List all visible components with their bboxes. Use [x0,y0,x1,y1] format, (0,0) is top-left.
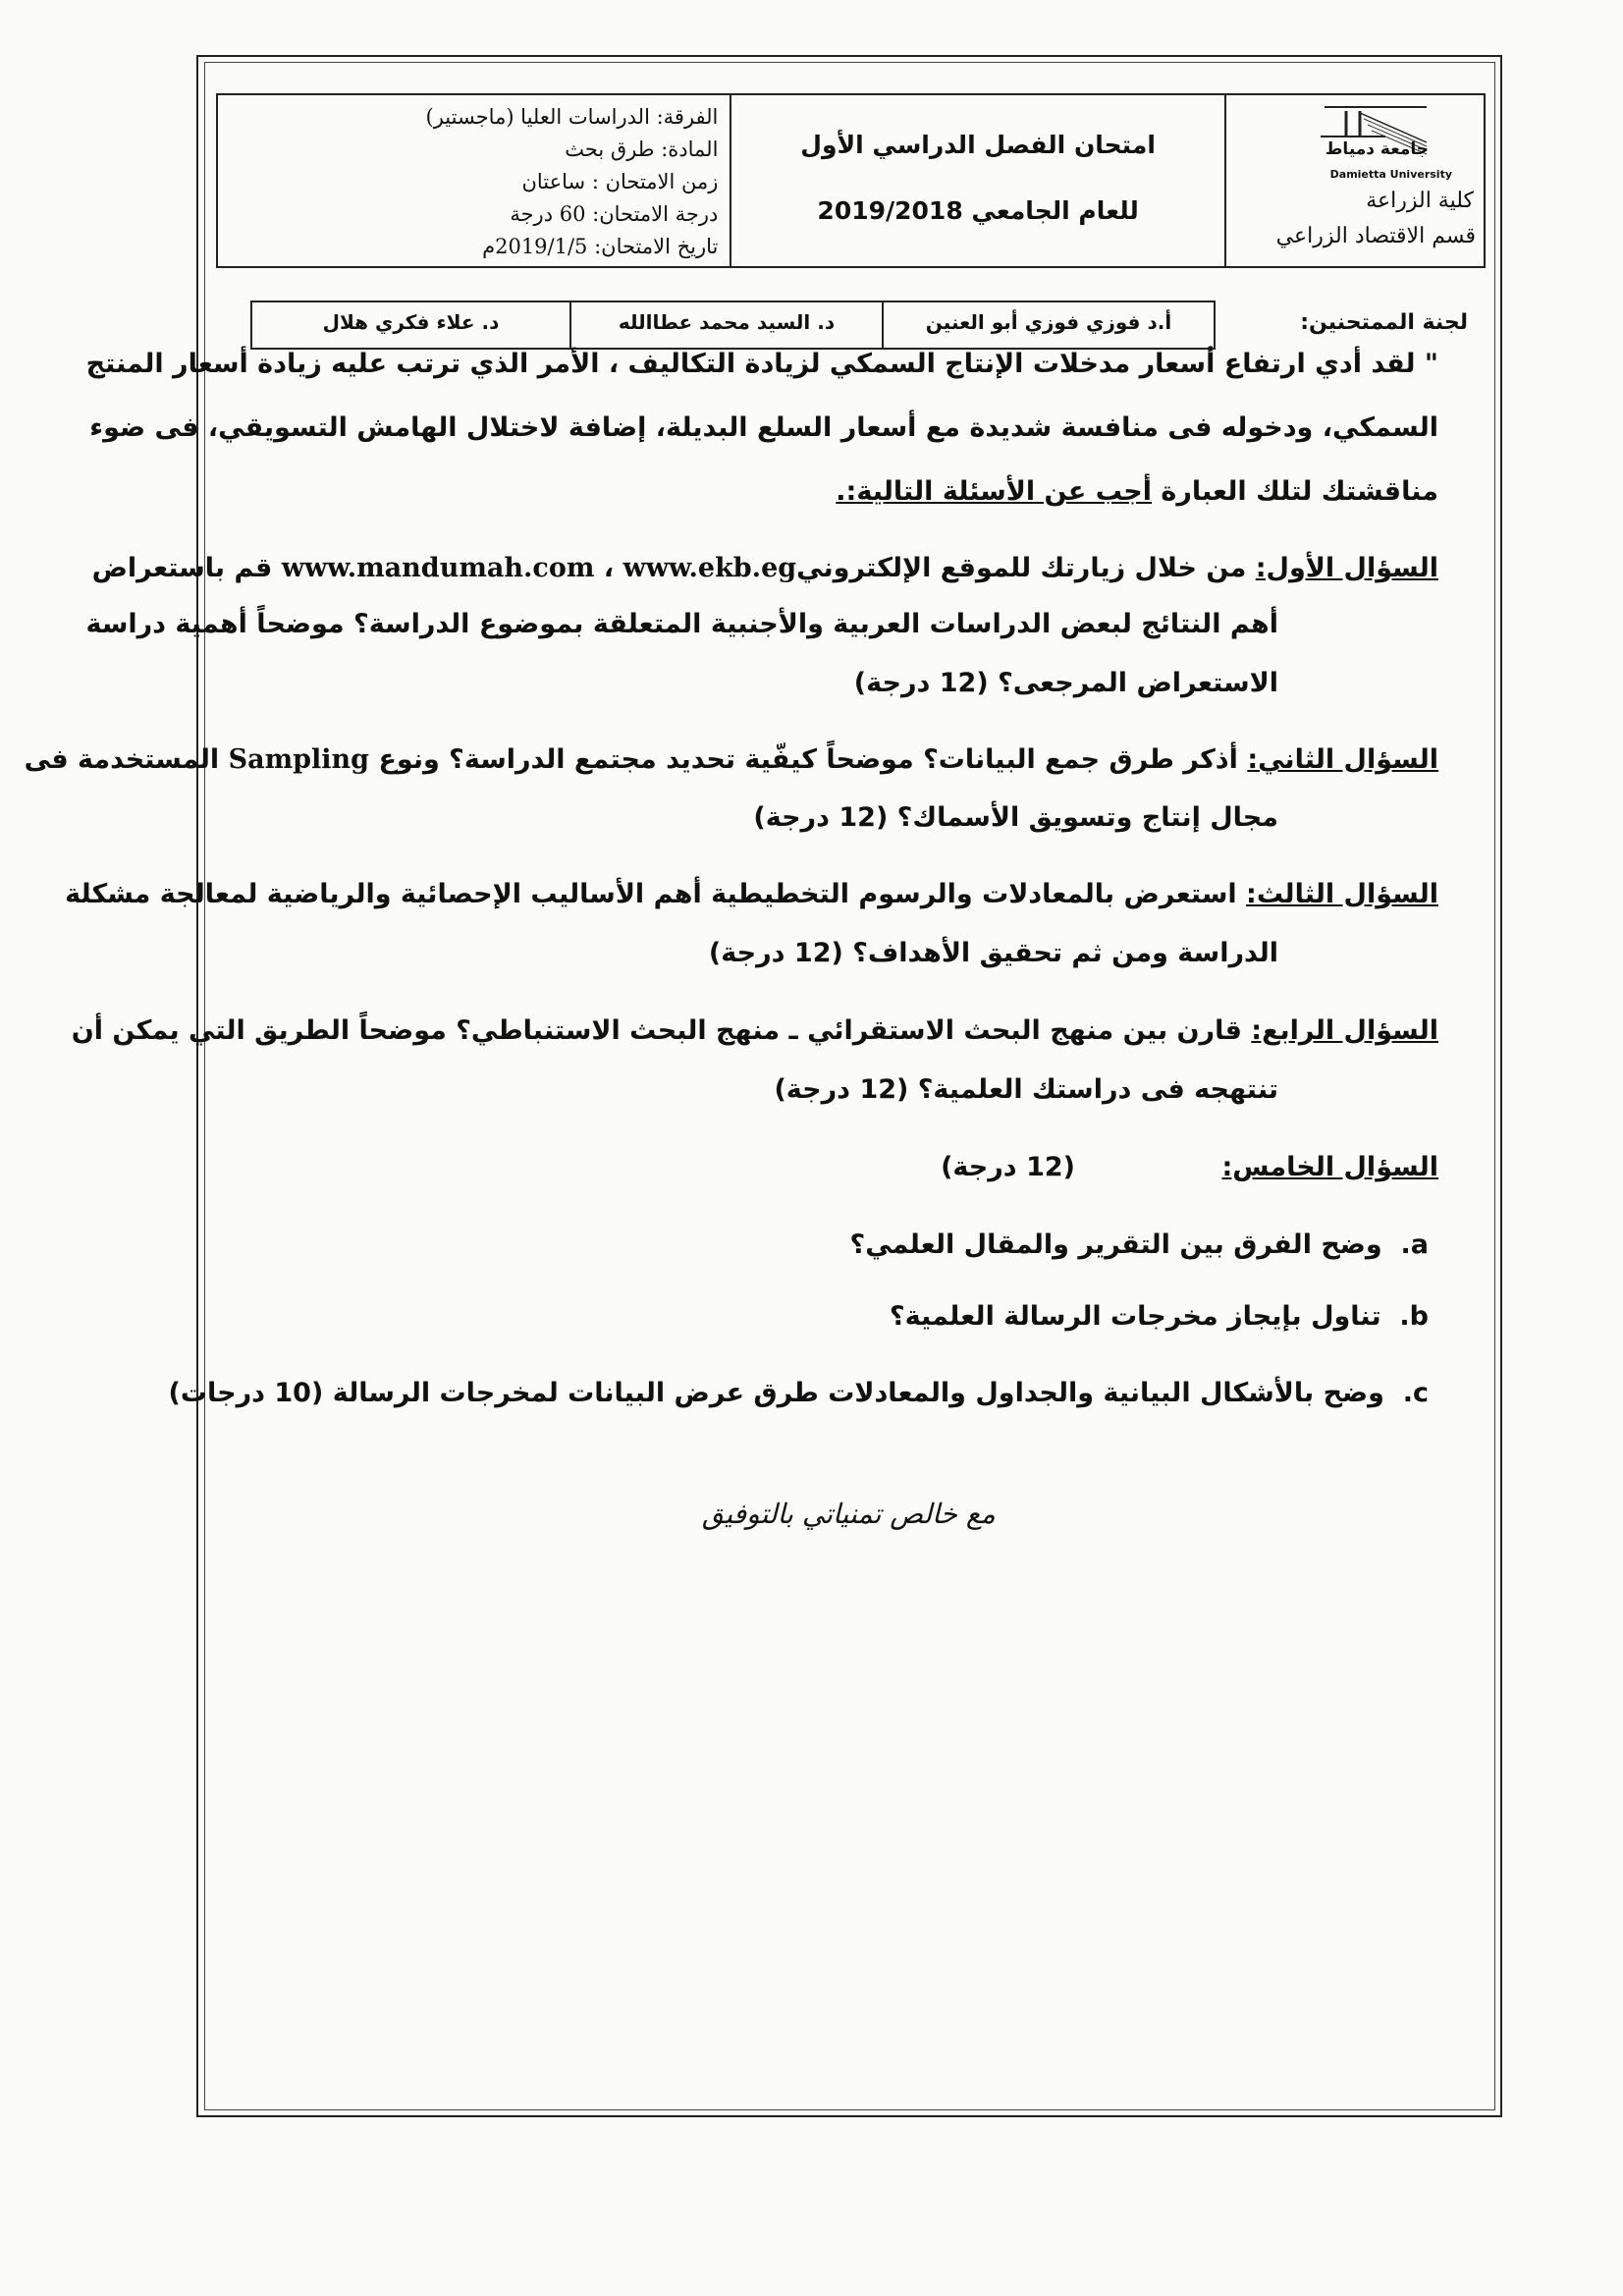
university-name-en: Damietta University [1329,168,1452,181]
q1-line-1 [91,553,1438,583]
info-subject: المادة: طرق بحث [565,137,719,161]
q1-line-2: أهم النتائج لبعض الدراسات العربية والأجنبية المتعلقة بموضوع الدراسة؟ موضحاً أهمية دراسة [85,609,1278,639]
intro-line-3-text: مناقشتك لتلك العبارة [1152,476,1438,507]
faculty-name: كلية الزراعة [1366,189,1474,213]
q5-item-c-text: وضح بالأشكال البيانية والجداول والمعادلات طرق عرض البيانات لمخرجات الرسالة (10 درجات) [168,1378,1384,1408]
q5-item-a-text: وضح الفرق بين التقرير والمقال العلمي؟ [849,1230,1382,1260]
intro-instruction: أجب عن الأسئلة التالية:. [836,476,1152,507]
q3-line-1 [65,879,1438,909]
committee-label: لجنة الممتحنين: [1300,310,1468,335]
q5-marks: (12 درجة) [941,1152,1075,1182]
exam-info [218,95,731,266]
q5-item-b [890,1301,1429,1332]
q3-line-2: الدراسة ومن ثم تحقيق الأهداف؟ (12 درجة) [708,938,1278,968]
q3-text: استعرض بالمعادلات والرسوم التخطيطية أهم الأساليب الإحصائية والرياضية لمعالجة مشكلة [65,879,1247,909]
university-cell [1226,95,1484,266]
q1-label: السؤال الأول: [1255,553,1438,583]
closing-wishes: مع خالص تمنياتي بالتوفيق [702,1498,996,1530]
q5-item-c [169,1378,1430,1408]
examiner-1: أ.د فوزي فوزي أبو العنين [882,301,1216,350]
exam-title: امتحان الفصل الدراسي الأول [800,131,1156,159]
q5-item-a [850,1230,1429,1260]
examiner-2: د. السيد محمد عطاالله [569,301,882,350]
q4-line-1 [71,1015,1438,1046]
q4-text: قارن بين منهج البحث الاستقرائي ـ منهج البحث الاستنباطي؟ موضحاً الطريق التي يمكن أن [71,1015,1252,1046]
q1-line-3: الاستعراض المرجعى؟ (12 درجة) [853,668,1278,698]
q2-line-1 [24,744,1438,775]
intro-line-2: السمكي، ودخوله فى منافسة شديدة مع أسعار السلع البديلة، إضافة لاختلال الهامش التسويقي، فى ضوء [89,412,1438,443]
q2-text-b: المستخدمة فى [24,744,229,775]
q5-item-c-mark: c. [1402,1378,1429,1408]
q1-sep: ، [594,553,623,583]
q1-text-a: من خلال زيارتك للموقع الإلكتروني [796,553,1256,583]
info-level: الفرقة: الدراسات العليا (ماجستير) [425,105,719,129]
exam-header [216,93,1486,268]
q1-site-2: www.ekb.eg [622,553,797,583]
q2-term: Sampling [228,744,370,775]
q5-line-1 [1221,1152,1438,1182]
intro-line-1: " لقد أدي ارتفاع أسعار مدخلات الإنتاج السمكي لزيادة التكاليف ، الأمر الذي ترتب عليه زيادة أسعار المنتج [85,349,1438,379]
info-total-marks: درجة الامتحان: 60 درجة [510,202,719,226]
q1-site-1: www.mandumah.com [281,553,595,583]
q5-item-b-text: تناول بإيجاز مخرجات الرسالة العلمية؟ [890,1301,1381,1332]
q1-text-b: قم باستعراض [91,553,282,583]
q5-item-b-mark: b. [1399,1301,1429,1332]
academic-year: للعام الجامعي 2019/2018 [817,196,1139,225]
q4-line-2: تنتهجه فى دراستك العلمية؟ (12 درجة) [774,1074,1278,1105]
q4-label: السؤال الرابع: [1251,1015,1438,1046]
q5-label: السؤال الخامس: [1221,1152,1438,1182]
q2-text-a: أذكر طرق جمع البيانات؟ موضحاً كيفّية تحديد مجتمع الدراسة؟ ونوع [369,744,1248,775]
q2-label: السؤال الثاني: [1247,744,1438,775]
university-name-ar: جامعة دمياط [1325,139,1429,159]
examiner-3: د. علاء فكري هلال [250,301,569,350]
q5-item-a-mark: a. [1400,1230,1429,1260]
intro-line-3 [836,476,1438,507]
info-date: تاريخ الامتحان: 2019/1/5م [482,235,719,258]
q2-line-2: مجال إنتاج وتسويق الأسماك؟ (12 درجة) [753,802,1278,833]
department-name: قسم الاقتصاد الزراعي [1275,224,1476,248]
examiners-committee [250,301,1476,350]
exam-title-cell [731,95,1225,266]
info-duration: زمن الامتحان : ساعتان [521,170,719,193]
q3-label: السؤال الثالث: [1246,879,1438,909]
